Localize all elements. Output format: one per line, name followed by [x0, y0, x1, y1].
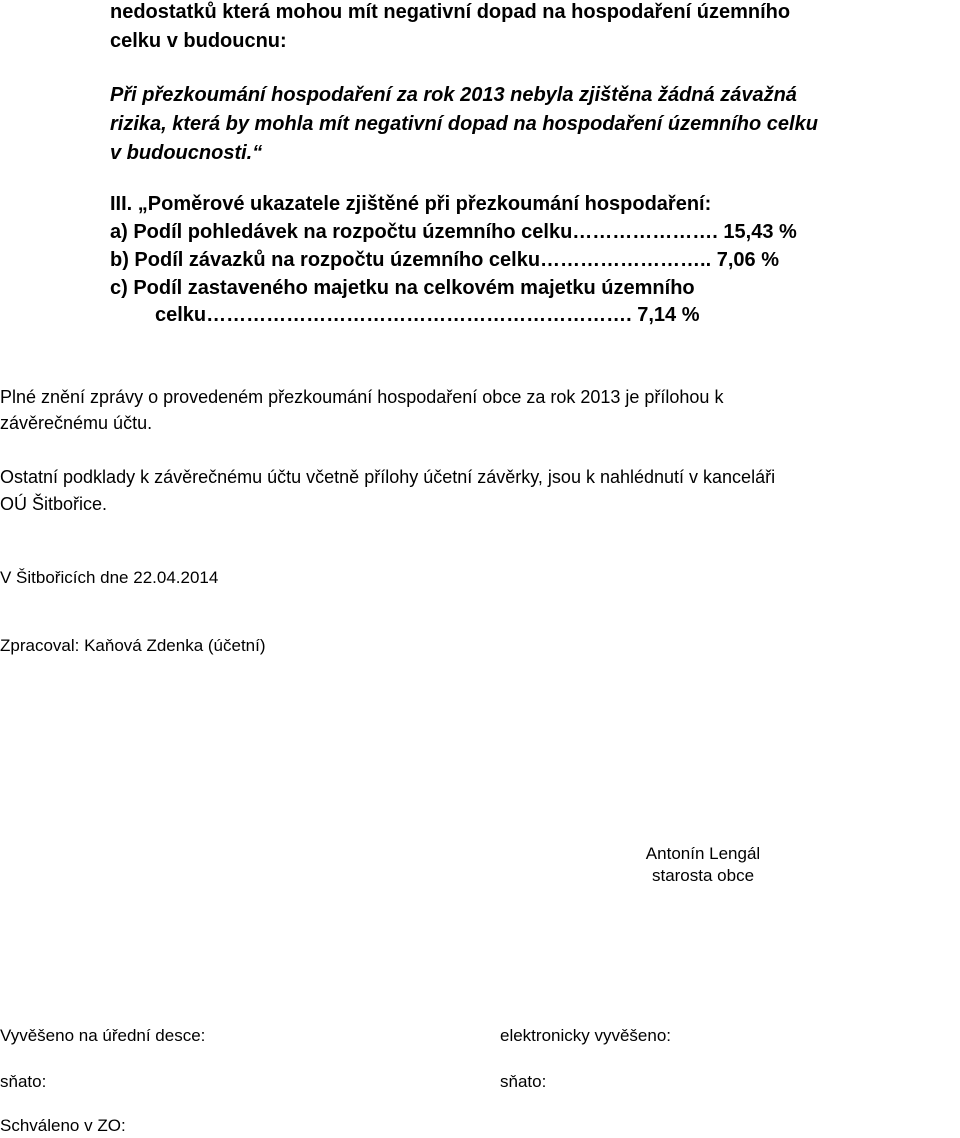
other-docs-line-1: Ostatní podklady k závěrečnému účtu včetně přílohy účetní závěrky, jsou k nahlédnutí v kanceláři [0, 467, 776, 487]
intro-line-1: nedostatků která mohou mít negativní dopad na hospodaření územního [110, 1, 791, 23]
full-report-line-1: Plné znění zprávy o provedeném přezkoumání hospodaření obce za rok 2013 je přílohou k [0, 387, 724, 407]
signature-name: Antonín Lengál [645, 844, 761, 863]
posted-board-label: Vyvěšeno na úřední desce: [0, 1026, 206, 1045]
other-docs-line-2: OÚ Šitbořice. [0, 494, 108, 514]
ratio-item-pledged-assets: c) Podíl zastaveného majetku na celkovém majetku územního [110, 277, 695, 299]
quote-line-3: v budoucnosti.“ [110, 142, 263, 164]
place-date: V Šitbořicích dne 22.04.2014 [0, 568, 219, 587]
removed-left-label: sňato: [0, 1072, 47, 1091]
full-report-line-2: závěrečnému účtu. [0, 413, 153, 433]
section-heading: III. „Poměrové ukazatele zjištěné při přezkoumání hospodaření: [110, 193, 712, 215]
intro-line-2: celku v budoucnu: [110, 30, 287, 52]
posted-electronic-label: elektronicky vyvěšeno: [500, 1026, 672, 1045]
ratio-item-pledged-assets-continuation: celku………………………………………………………. 7,14 % [155, 304, 700, 326]
quote-line-1: Při přezkoumání hospodaření za rok 2013 nebyla zjištěna žádná závažná [110, 84, 797, 106]
approved-label: Schváleno v ZO: [0, 1116, 126, 1135]
ratio-item-receivables: a) Podíl pohledávek na rozpočtu územního celku…………………. 15,43 % [110, 221, 797, 243]
removed-right-label: sňato: [500, 1072, 547, 1091]
ratio-item-liabilities: b) Podíl závazků na rozpočtu územního celku…………………….. 7,06 % [110, 249, 779, 271]
quote-line-2: rizika, která by mohla mít negativní dopad na hospodaření územního celku [110, 113, 818, 135]
signature-role: starosta obce [651, 866, 755, 885]
prepared-by: Zpracoval: Kaňová Zdenka (účetní) [0, 636, 266, 655]
